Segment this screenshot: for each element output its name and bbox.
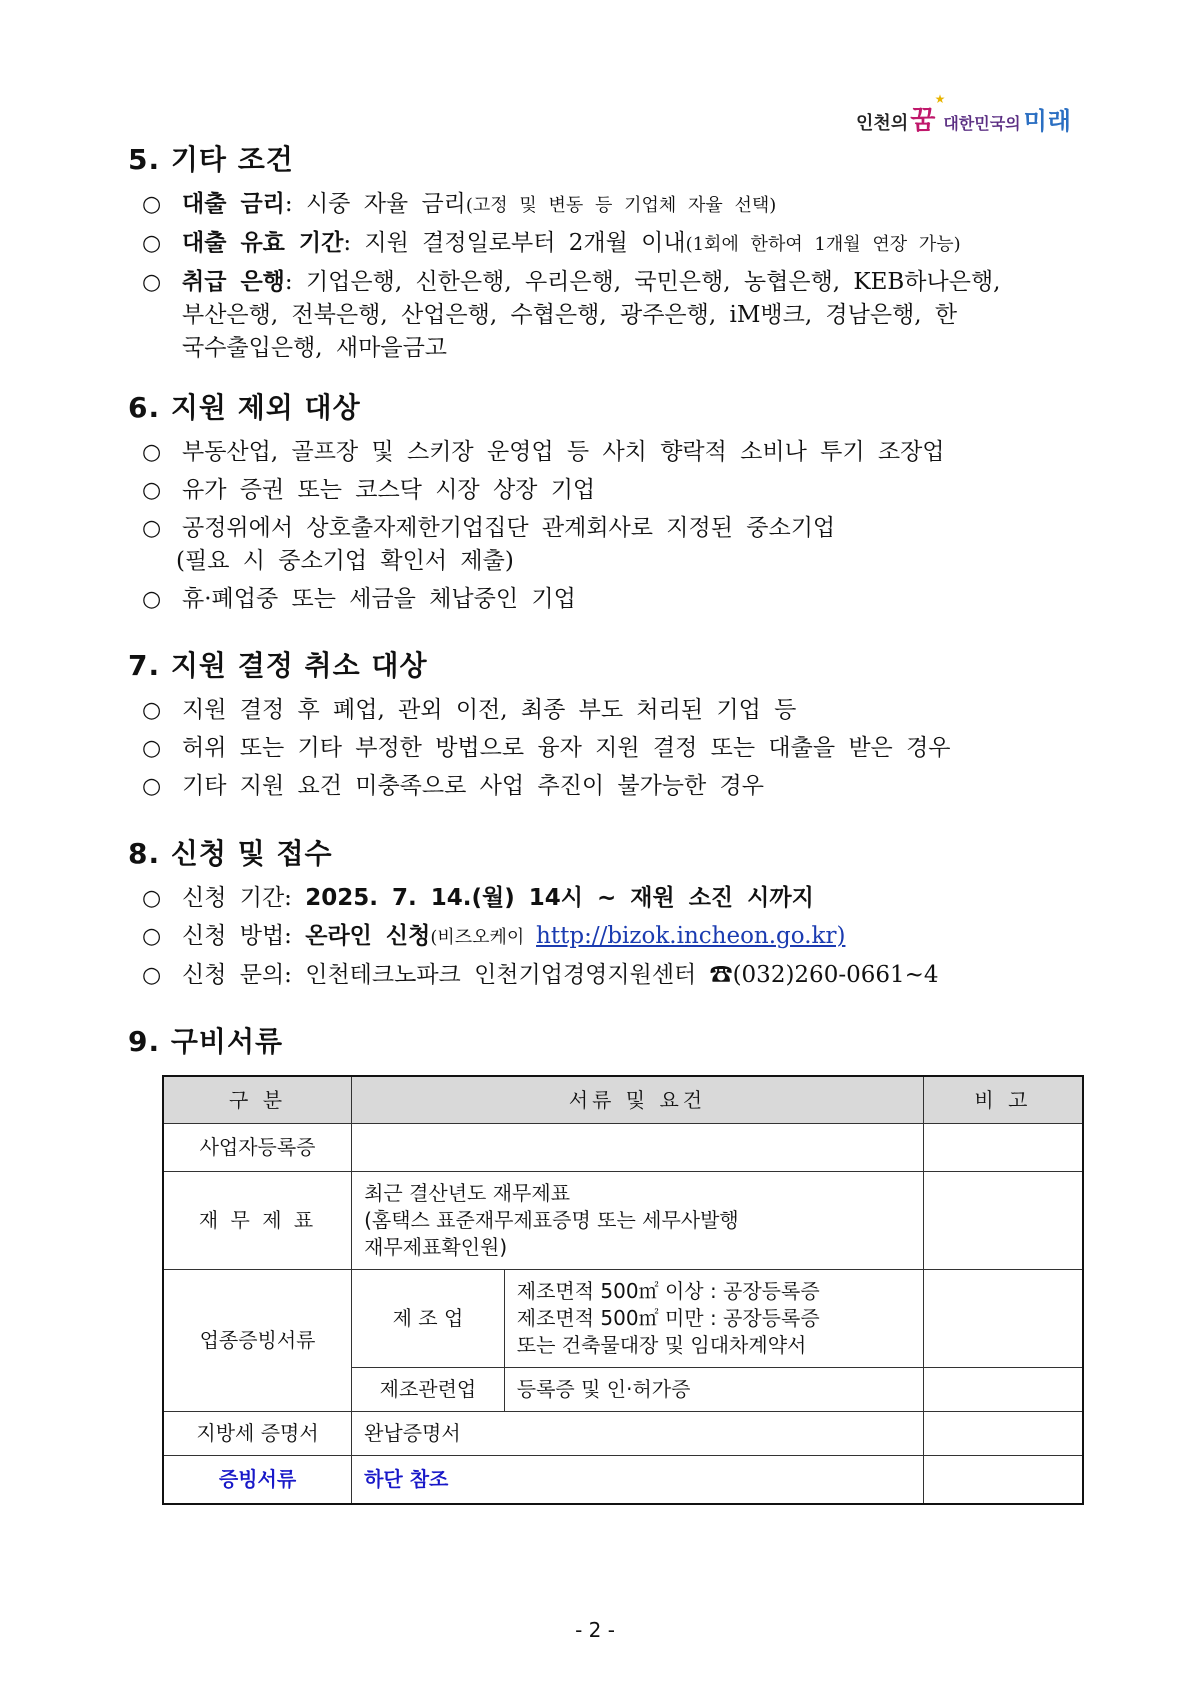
page-number: - 2 -	[575, 1618, 615, 1642]
section-9	[128, 1020, 1088, 1070]
circle-bullet-icon: ○	[142, 478, 162, 503]
list-item: ○ 취급 은행: 기업은행, 신한은행, 우리은행, 국민은행, 농협은행, KEB하나은행, 부산은행, 전북은행, 산업은행, 수협은행, 광주은행, iM뱅크, 경남은행, 한 국수출입은행, 새마을금고	[128, 266, 1088, 365]
circle-bullet-icon: ○	[142, 736, 162, 761]
circle-bullet-icon: ○	[142, 192, 162, 217]
list-item: ○ 유가 증권 또는 코스닥 시장 상장 기업	[128, 474, 1088, 507]
logo-part4: 미래	[1023, 107, 1072, 135]
table-row: 증빙서류 하단 참조	[163, 1456, 1083, 1504]
circle-bullet-icon: ○	[142, 886, 162, 911]
list-item: ○ 지원 결정 후 폐업, 관외 이전, 최종 부도 처리된 기업 등	[128, 694, 1088, 727]
section-title: 8. 신청 및 접수	[128, 837, 333, 870]
list-item: ○ 휴·폐업중 또는 세금을 체납중인 기업	[128, 583, 1088, 616]
list-item: ○ 대출 금리: 시중 자율 금리(고정 및 변동 등 기업체 자율 선택)	[128, 188, 1088, 222]
header-cell: 비 고	[923, 1076, 1083, 1124]
table-row: 업종증빙서류 제 조 업 제조면적 500㎡ 이상 : 공장등록증 제조면적 500㎡ 미만 : 공장등록증 또는 건축물대장 및 임대차계약서	[163, 1270, 1083, 1368]
list-item: ○ 기타 지원 요건 미충족으로 사업 추진이 불가능한 경우	[128, 770, 1088, 803]
circle-bullet-icon: ○	[142, 587, 162, 612]
list-item: ○ 대출 유효 기간: 지원 결정일로부터 2개월 이내(1회에 한하여 1개월 연장 가능)	[128, 227, 1088, 261]
logo-part1: 인천의	[856, 113, 909, 134]
circle-bullet-icon: ○	[142, 270, 162, 295]
section-5	[128, 138, 1088, 370]
list-item: ○ 공정위에서 상호출자제한기업집단 관계회사로 지정된 중소기업 (필요 시 중소기업 확인서 제출)	[128, 512, 1088, 578]
section-title: 9. 구비서류	[128, 1025, 284, 1058]
apply-period: 2025. 7. 14.(월) 14시 ~ 재원 소진 시까지	[305, 885, 814, 911]
circle-bullet-icon: ○	[142, 698, 162, 723]
section-title: 6. 지원 제외 대상	[128, 391, 361, 424]
header-cell: 구 분	[163, 1076, 352, 1124]
list-item: ○ 신청 기간: 2025. 7. 14.(월) 14시 ~ 재원 소진 시까지	[128, 882, 1088, 915]
required-documents-table	[162, 1075, 1084, 1505]
bizok-link[interactable]: http://bizok.incheon.go.kr)	[536, 923, 846, 949]
section-title: 5. 기타 조건	[128, 143, 294, 176]
section-6	[128, 386, 1088, 621]
section-8	[128, 832, 1088, 997]
circle-bullet-icon: ○	[142, 924, 162, 949]
section-7	[128, 644, 1088, 808]
table-row: 제조관련업 등록증 및 인·허가증	[163, 1368, 1083, 1412]
list-item: ○ 신청 방법: 온라인 신청(비즈오케이 http://bizok.incheon.go.kr)	[128, 920, 1088, 954]
list-item: ○ 허위 또는 기타 부정한 방법으로 융자 지원 결정 또는 대출을 받은 경우	[128, 732, 1088, 765]
header-cell: 서류 및 요건	[352, 1076, 924, 1124]
circle-bullet-icon: ○	[142, 963, 162, 988]
circle-bullet-icon: ○	[142, 440, 162, 465]
phone-number: ☎(032)260-0661~4	[709, 962, 939, 988]
table-row: 재 무 제 표 최근 결산년도 재무제표 (홈택스 표준재무제표증명 또는 세무사발행 재무제표확인원)	[163, 1172, 1083, 1270]
circle-bullet-icon: ○	[142, 516, 162, 541]
table-row: 지방세 증명서 완납증명서	[163, 1412, 1083, 1456]
circle-bullet-icon: ○	[142, 774, 162, 799]
item-label: 취급 은행	[182, 269, 285, 295]
logo-part2: 꿈 ★	[910, 92, 946, 136]
logo-part3: 대한민국의	[943, 114, 1021, 133]
list-item: ○ 부동산업, 골프장 및 스키장 운영업 등 사치 향락적 소비나 투기 조장업	[128, 436, 1088, 469]
circle-bullet-icon: ○	[142, 231, 162, 256]
incheon-logo	[856, 92, 1072, 137]
star-icon: ★	[934, 92, 946, 106]
item-label: 대출 금리	[182, 191, 285, 217]
item-label: 대출 유효 기간	[182, 230, 344, 256]
table-header-row	[163, 1076, 1083, 1124]
table-row: 사업자등록증	[163, 1124, 1083, 1172]
list-item: ○ 신청 문의: 인천테크노파크 인천기업경영지원센터 ☎(032)260-0661~4	[128, 959, 1088, 992]
section-title: 7. 지원 결정 취소 대상	[128, 649, 428, 682]
